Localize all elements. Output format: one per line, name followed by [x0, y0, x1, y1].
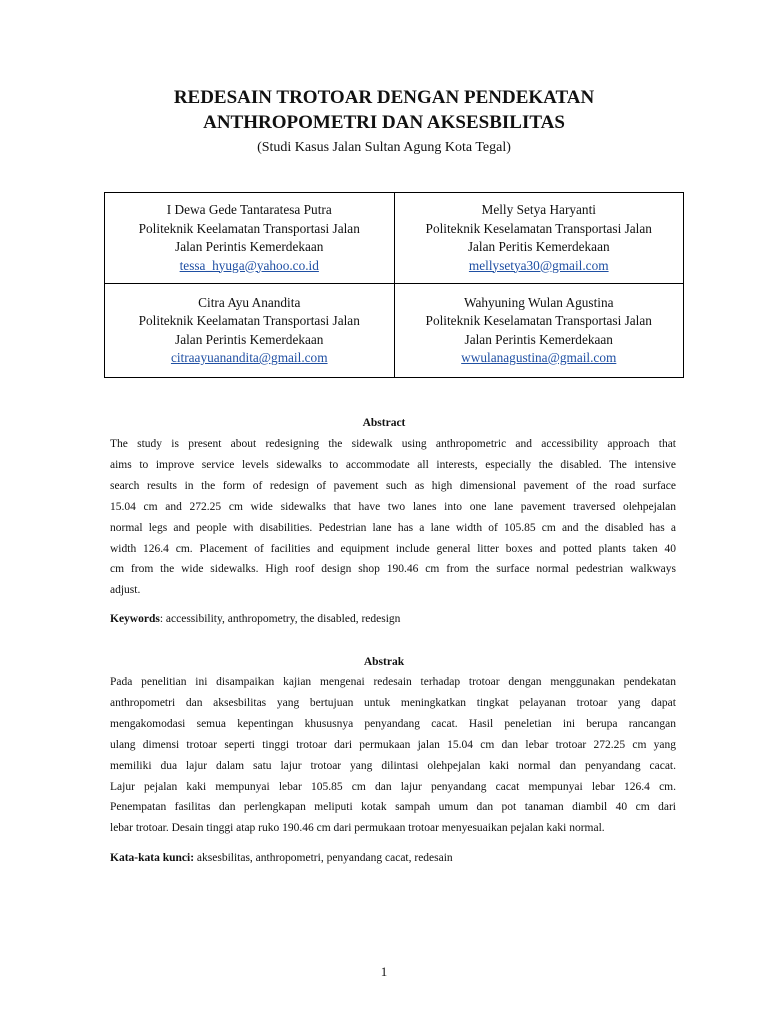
author-cell: [105, 193, 395, 284]
abstract-body: [110, 434, 676, 601]
author-email-link[interactable]: wwulanagustina@gmail.com: [461, 350, 617, 365]
abstrak-line: anthropometri dan aksesbilitas yang bertujuan untuk meningkatkan tingkat pelayanan trotoar yang dapat: [110, 696, 676, 709]
abstract-line: adjust.: [110, 584, 141, 597]
abstract-line: aims to improve service levels sidewalks to accommodate all interests, especially the disabled. The intensive: [110, 458, 676, 471]
author-row: [105, 193, 684, 284]
kata-kunci-text: aksesbilitas, anthropometri, penyandang cacat, redesain: [194, 852, 453, 864]
author-name: Melly Setya Haryanti: [481, 202, 596, 217]
author-name: Wahyuning Wulan Agustina: [463, 294, 614, 310]
abstrak-line: ulang dimensi trotoar seperti tinggi trotoar dari permukaan jalan 15.04 cm dan lebar trotoar 272.25 cm yang: [110, 738, 676, 751]
author-email-link[interactable]: citraayuanandita@gmail.com: [170, 350, 328, 365]
abstrak-heading: Abstrak: [363, 656, 405, 668]
abstrak-line: Penempatan fasilitas dan perlengkapan meliputi kotak sampah umum dan pot tanaman diambil 40 cm dari: [110, 801, 676, 814]
author-affiliation: Politeknik Keselamatan Transportasi Jalan: [425, 220, 652, 236]
abstrak-line: mengakomodasi semua kepentingan khususnya penyandang cacat. Hasil peneletian ini berupa rancangan: [110, 717, 676, 730]
author-cell: [105, 284, 395, 378]
page-number: 1: [380, 964, 388, 979]
kata-kunci-label: Kata-kata kunci:: [110, 852, 195, 864]
author-affiliation: Politeknik Keselamatan Transportasi Jalan: [425, 313, 652, 328]
author-table: [104, 192, 684, 378]
author-cell: [394, 193, 684, 284]
abstract-line: width 126.4 cm. Placement of facilities and equipment include general litter boxes and potted plants taken 40: [110, 542, 676, 555]
author-address: Jalan Perintis Kemerdekaan: [175, 331, 324, 347]
paper-subtitle: (Studi Kasus Jalan Sultan Agung Kota Tegal): [257, 140, 511, 155]
abstract-line: normal legs and people with disabilities. Pedestrian lane has a lane width of 105.85 cm and the disabled has a: [110, 521, 676, 534]
abstract-line: The study is present about redesigning the sidewalk using anthropometric and accessibility approach that: [110, 438, 676, 450]
keywords-text: : accessibility, anthropometry, the disabled, redesign: [159, 613, 401, 625]
paper-title-line-2: ANTHROPOMETRI DAN AKSESBILITAS: [203, 112, 565, 133]
abstrak-body: [110, 672, 676, 839]
abstrak-line: Pada penelitian ini disampaikan kajian mengenai redesain terhadap trotoar dengan menggunakan pendekatan: [110, 676, 676, 688]
author-address: Jalan Perintis Kemerdekaan: [175, 239, 324, 254]
paper-title-line-1: REDESAIN TROTOAR DENGAN PENDEKATAN: [173, 87, 595, 108]
author-affiliation: Politeknik Keelamatan Transportasi Jalan: [138, 313, 360, 328]
author-affiliation: Politeknik Keelamatan Transportasi Jalan: [138, 220, 360, 236]
paper-title: [0, 85, 768, 135]
abstract-heading: Abstract: [362, 417, 406, 429]
abstrak-line: Lajur pejalan kaki mempunyai lebar 105.85 cm dan lajur penyandang cacat mempunyai lebar 126.4 cm.: [110, 780, 676, 793]
abstract-line: cm from the wide sidewalks. High roof design shop 190.46 cm from the surface normal pedestrian walkways: [110, 563, 676, 576]
author-address: Jalan Perintis Kemerdekaan: [464, 331, 613, 347]
author-name: Citra Ayu Anandita: [198, 294, 301, 310]
author-name: I Dewa Gede Tantaratesa Putra: [166, 202, 332, 217]
author-address: Jalan Peritis Kemerdekaan: [467, 239, 610, 254]
author-cell: [394, 284, 684, 378]
keywords-label: Keywords: [110, 613, 160, 625]
abstrak-keywords: [110, 850, 676, 866]
author-email-link[interactable]: tessa_hyuga@yahoo.co.id: [179, 257, 319, 273]
abstract-line: 15.04 cm and 272.25 cm wide sidewalks that have two lanes into one lane pavement traversed olehpejalan: [110, 500, 676, 513]
author-row: [105, 284, 684, 378]
abstrak-line: lebar trotoar. Desain tinggi atap ruko 190.46 cm dari permukaan trotoar menyesuaikan pejalan kaki normal.: [110, 822, 605, 835]
author-email-link[interactable]: mellysetya30@gmail.com: [468, 257, 609, 273]
abstract-keywords: [110, 611, 676, 627]
abstract-line: search results in the form of redesign of pavement such as high dimensional pavement of the road surface: [110, 479, 676, 492]
abstrak-line: memiliki dua lajur dalam satu lajur trotoar yang dilintasi olehpejalan kaki normal dan penyandang cacat.: [110, 759, 676, 772]
